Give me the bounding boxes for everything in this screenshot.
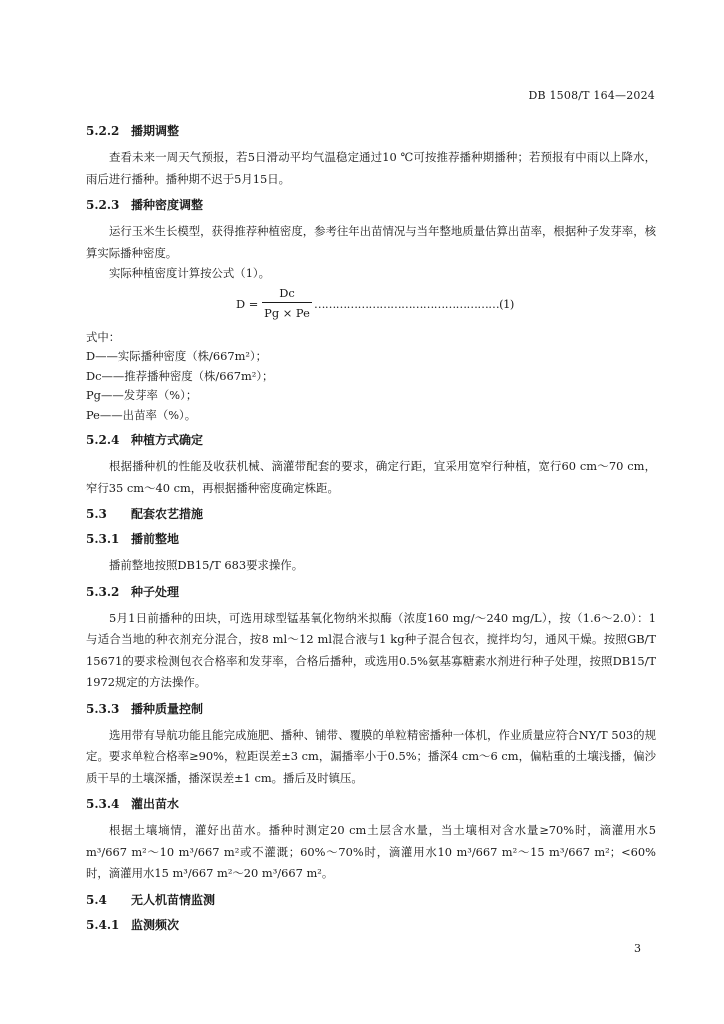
formula-number-leader: ……………………………………………(1) [314, 296, 514, 311]
formula-fraction [262, 285, 312, 321]
section-number: 5.4 [86, 892, 107, 907]
section-heading-5-3-2 [86, 583, 656, 601]
section-title: 监测频次 [131, 917, 180, 932]
section-number: 5.2.4 [86, 433, 120, 447]
formula-1 [86, 284, 656, 328]
section-number: 5.3 [86, 507, 107, 521]
paragraph-land-prep: 播前整地按照DB15/T 683要求操作。 [109, 558, 304, 572]
fraction-bar [262, 302, 312, 303]
section-heading-5-2-2 [86, 122, 656, 140]
section-title: 播种质量控制 [131, 701, 204, 716]
section-title: 无人机苗情监测 [131, 892, 216, 907]
page-number: 3 [634, 942, 641, 955]
variable-definition: Pg——发芽率（%）； [86, 388, 198, 402]
section-title: 播种密度调整 [131, 198, 204, 212]
section-title: 播前整地 [131, 532, 180, 546]
paragraph-emergence-irrigation: 根据土壤墒情，灌好出苗水。播种时测定20 cm土层含水量，当土壤相对含水量≥70%时，滴灌用水5 m³/667 m²～10 m³/667 m²或不灌溉；60%～70%时，滴灌用水10 m³/667 m²～15 m³/667 m²；<60%时，滴灌用水15 m³/667 m²～20 m³/667 m²。 [86, 823, 656, 880]
section-heading-5-3-1 [86, 530, 656, 548]
paragraph-seed-treatment: 5月1日前播种的田块，可选用球型锰基氧化物纳米拟酶（浓度160 mg/～240 mg/L），按（1.6～2.0）：1与适合当地的种衣剂充分混合，按8 ml～12 ml混合液与1 kg种子混合包衣，搅拌均匀，通风干燥。按照GB/T 15671的要求检测包衣合格率和发芽率，合格后播种，或选用0.5%氨基寡糖素水剂进行种子处理，按照DB15/T 1972规定的方法操作。 [86, 610, 656, 689]
where-label: 式中： [86, 329, 121, 344]
section-title: 种子处理 [131, 584, 180, 599]
section-number: 5.2.2 [86, 124, 120, 138]
paragraph-sowing-date: 查看未来一周天气预报，若5日滑动平均气温稳定通过10 ℃可按推荐播种期播种；若预报有中雨以上降水，雨后进行播种。播种期不迟于5月15日。 [86, 150, 656, 186]
section-heading-5-3-3 [86, 700, 656, 718]
section-title: 配套农艺措施 [131, 507, 204, 521]
section-title: 种植方式确定 [131, 433, 204, 447]
section-number: 5.3.4 [86, 797, 120, 811]
paragraph-planting-pattern: 根据播种机的性能及收获机械、滴灌带配套的要求，确定行距，宜采用宽窄行种植，宽行60 cm～70 cm，窄行35 cm～40 cm，再根据播种密度确定株距。 [86, 459, 656, 495]
section-number: 5.4.1 [86, 917, 120, 932]
section-title: 灌出苗水 [131, 797, 180, 811]
page-content [86, 116, 656, 941]
section-number: 5.3.3 [86, 701, 120, 716]
section-number: 5.3.2 [86, 584, 120, 599]
section-title: 播期调整 [131, 124, 180, 138]
section-heading-5-3 [86, 505, 656, 523]
section-number: 5.2.3 [86, 198, 120, 212]
section-number: 5.3.1 [86, 532, 120, 546]
section-heading-5-4-1 [86, 916, 656, 934]
formula-lhs: D = [236, 296, 259, 311]
document-code-header: DB 1508/T 164—2024 [528, 89, 655, 102]
section-heading-5-4 [86, 891, 656, 909]
section-heading-5-2-3 [86, 196, 656, 214]
section-heading-5-2-4 [86, 431, 656, 449]
formula-numerator: Dc [279, 285, 295, 300]
paragraph-density-adjust: 运行玉米生长模型，获得推荐种植密度，参考往年出苗情况与当年整地质量估算出苗率，根据种子发芽率，核算实际播种密度。 [86, 224, 656, 260]
variable-definition: D——实际播种密度（株/667m²）； [86, 349, 268, 363]
formula-denominator: Pg × Pe [264, 305, 310, 320]
paragraph-sowing-quality: 选用带有导航功能且能完成施肥、播种、铺带、覆膜的单粒精密播种一体机，作业质量应符合NY/T 503的规定。要求单粒合格率≥90%，粒距误差±3 cm，漏播率小于0.5%；播深4 cm～6 cm，偏粘重的土壤浅播，偏沙质干旱的土壤深播，播深误差±1 cm。播后及时镇压。 [86, 727, 656, 785]
section-heading-5-3-4 [86, 795, 656, 813]
variable-definition: Dc——推荐播种密度（株/667m²）； [86, 368, 274, 383]
variable-definition: Pe——出苗率（%）。 [86, 407, 197, 422]
formula-intro: 实际种植密度计算按公式（1）。 [109, 266, 271, 280]
